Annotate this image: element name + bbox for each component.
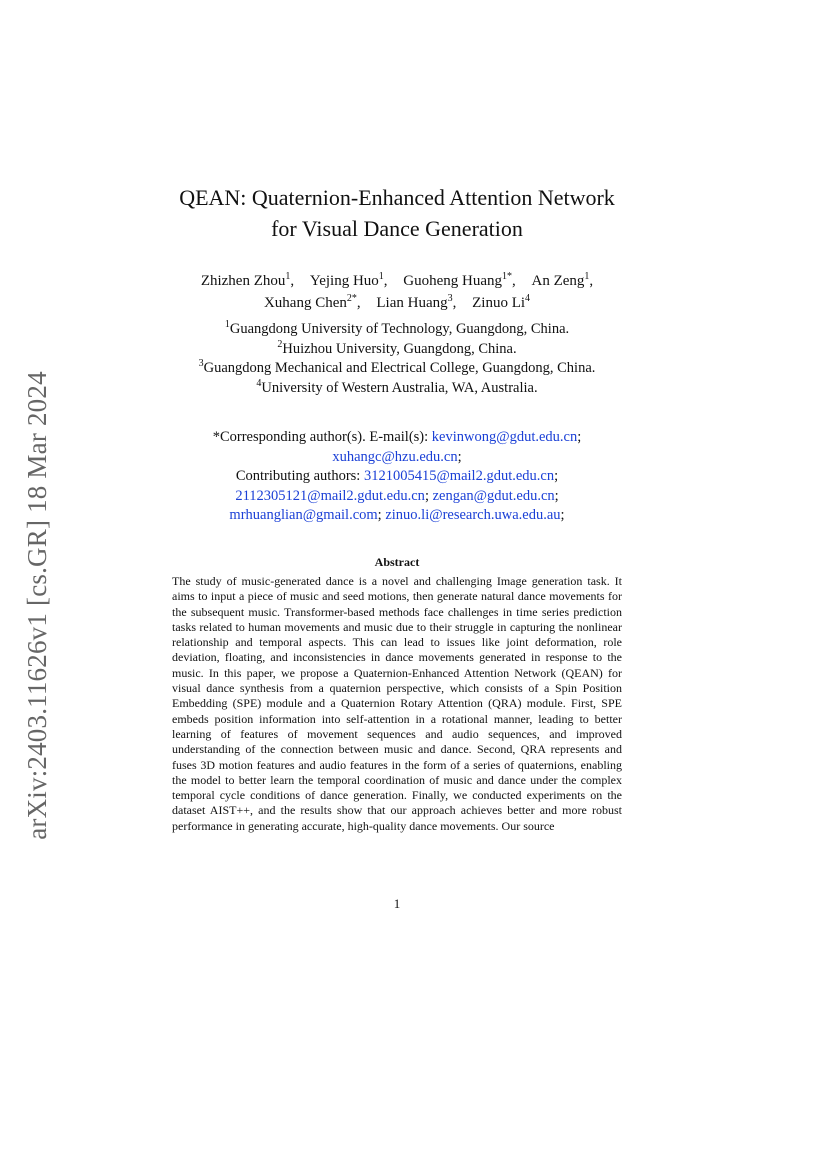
- corr-line-2: xuhangc@hzu.edu.cn;: [332, 448, 462, 465]
- author: Zinuo Li$^4$: [472, 293, 531, 311]
- email-link[interactable]: zengan@gdut.edu.cn: [432, 487, 555, 504]
- email-link[interactable]: zinuo.li@research.uwa.edu.au: [385, 507, 561, 523]
- affiliations: [100, 320, 694, 398]
- corr-line-4: 2112305121@mail2.gdut.edu.cn; zengan@gdut.edu.cn;: [235, 487, 559, 504]
- author-line-1: [100, 270, 694, 292]
- paper-title: [100, 182, 694, 244]
- author: Guoheng Huang$^{1*}$,: [403, 271, 516, 289]
- author: An Zeng$^1$,: [531, 271, 594, 289]
- page-number: 1: [393, 896, 401, 911]
- corr-line-1: *Corresponding author(s). E-mail(s): kevinwong@gdut.edu.cn;: [212, 429, 582, 445]
- corr-line-3: Contributing authors: 3121005415@mail2.gdut.edu.cn;: [235, 468, 559, 484]
- affiliation: $^1$Guangdong University of Technology, Guangdong, China.: [224, 319, 570, 337]
- author-line-2: [100, 292, 694, 314]
- correspondence-block: [100, 428, 694, 526]
- title-line-1: QEAN: Quaternion-Enhanced Attention Network: [179, 185, 615, 210]
- affiliation: $^2$Huizhou University, Guangdong, China.: [277, 338, 517, 357]
- email-link[interactable]: 2112305121@mail2.gdut.edu.cn: [235, 487, 425, 504]
- corr-line-5: mrhuanglian@gmail.com; zinuo.li@research.uwa.edu.au;: [229, 507, 565, 523]
- email-link[interactable]: 3121005415@mail2.gdut.edu.cn: [363, 468, 555, 484]
- email-link[interactable]: mrhuanglian@gmail.com: [229, 507, 378, 523]
- author: Zhizhen Zhou$^1$,: [200, 271, 295, 289]
- author: Yejing Huo$^1$,: [309, 271, 388, 289]
- abstract-heading: Abstract: [374, 555, 420, 569]
- author: Lian Huang$^3$,: [376, 293, 457, 311]
- affiliation: $^3$Guangdong Mechanical and Electrical College, Guangdong, China.: [198, 358, 596, 376]
- abstract-body: The study of music-generated dance is a novel and challenging Image generation task. It aims to input a piece of music and seed motions, then generate natural dance movements for the subsequent music. Transformer-based methods face challenges in time series prediction tasks related to human movements and music due to their struggle in capturing the nonlinear relationship and temporal aspects. This can lead to issues like joint deformation, role deviation, floating, and inconsistencies in dance movements generated in response to the music. In this paper, we propose a Quaternion-Enhanced Attention Network (QEAN) for visual dance synthesis from a quaternion perspective, which consists of a Spin Position Embedding (SPE) module and a Quaternion Rotary Attention (QRA) module. First, SPE embeds position information into self-attention in a rotational manner, leading to better learning of features of movement sequences and audio sequences, and improved understanding of the connection between music and dance. Second, QRA represents and fuses 3D motion features and audio features in the form of a series of quaternions, enabling the model to better learn the temporal coordination of music and dance under the complex temporal cycle conditions of dance generation. Finally, we conducted experiments on the dataset AIST++, and the results show that our approach achieves better and more robust performance in generating accurate, high-quality dance movements. Our source: [172, 574, 622, 833]
- email-link[interactable]: xuhangc@hzu.edu.cn: [332, 448, 458, 465]
- author: Xuhang Chen$^{2*}$,: [263, 293, 361, 311]
- author-list: [100, 270, 694, 314]
- affiliation: $^4$University of Western Australia, WA, Australia.: [256, 377, 538, 396]
- arxiv-identifier: arXiv:2403.11626v1 [cs.GR] 18 Mar 2024: [21, 370, 52, 840]
- email-link[interactable]: kevinwong@gdut.edu.cn: [431, 429, 578, 445]
- arxiv-side-stamp: [16, 360, 58, 850]
- title-line-2: for Visual Dance Generation: [271, 216, 523, 241]
